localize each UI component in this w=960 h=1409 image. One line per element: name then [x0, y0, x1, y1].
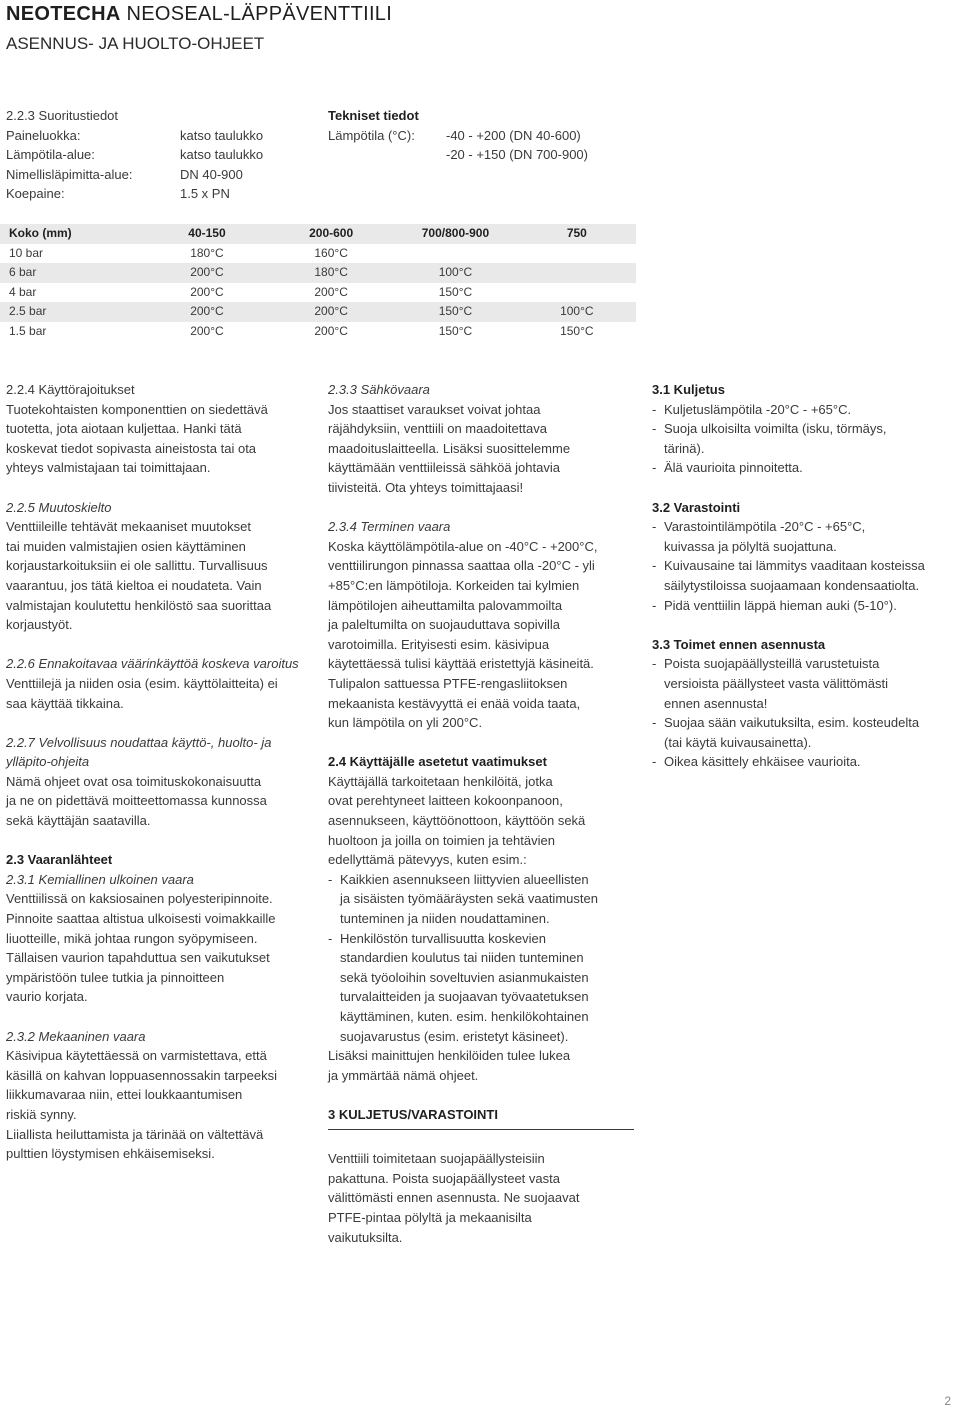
- list-item-line: suojavarustus (esim. eristetyt käsineet).: [340, 1028, 569, 1044]
- section-3-1-title: 3.1 Kuljetus: [652, 382, 725, 397]
- text-line: liuotteille, mikä johtaa rungon syöpymiseen.: [6, 930, 258, 946]
- text-line: ja ymmärtää nämä ohjeet.: [328, 1067, 479, 1083]
- table-header-row: [0, 224, 636, 244]
- list-item: [652, 556, 952, 595]
- table-row: [0, 322, 636, 342]
- column-2: [328, 380, 638, 1247]
- list-item-line: ja sisäisten työmääräysten sekä vaatimusten: [340, 891, 598, 907]
- section-2-2-5-body: [6, 517, 316, 635]
- performance-value: katso taulukko: [180, 127, 264, 143]
- table-cell: 160°C: [314, 245, 348, 260]
- column-3: [652, 380, 952, 772]
- list-item: [652, 419, 952, 458]
- list-item: [652, 400, 952, 420]
- document-header: [6, 2, 392, 55]
- list-item-line: tärinä).: [664, 440, 705, 456]
- performance-value: 1.5 x PN: [180, 186, 230, 202]
- section-2-2-5-title: 2.2.5 Muutoskielto: [6, 499, 112, 515]
- table-body: [0, 244, 636, 342]
- section-2-3-1-title: 2.3.1 Kemiallinen ulkoinen vaara: [6, 871, 194, 887]
- table-cell: [393, 244, 517, 264]
- text-line: käytettäessä tulisi käyttää eristettyjä käsineitä.: [328, 656, 594, 672]
- performance-rows: [6, 126, 316, 204]
- performance-section: [6, 106, 316, 204]
- text-line: kun lämpötila on yli 200°C.: [328, 715, 483, 731]
- table-cell: 200°C: [269, 302, 393, 322]
- table-row: [0, 244, 636, 264]
- list-item: [652, 654, 952, 713]
- section-3-2-list: [652, 517, 952, 615]
- section-2-4-list: [328, 870, 638, 1046]
- technical-label: Lämpötila (°C):: [328, 127, 415, 143]
- section-3-3-title: 3.3 Toimet ennen asennusta: [652, 636, 826, 652]
- text-line: vaikutuksilta.: [328, 1229, 403, 1245]
- table-header-cell: Koko (mm): [0, 224, 145, 244]
- text-line: saa käyttää tikkaina.: [6, 695, 124, 711]
- text-line: Liiallista heiluttamista ja tärinää on vältettävä: [6, 1126, 264, 1142]
- table-cell: 180°C: [269, 263, 393, 283]
- list-item: [652, 596, 952, 616]
- text-line: ja ne on pidettävä moitteettomassa kunnossa: [6, 793, 267, 809]
- text-line: käsillä on kahvan loppuasennossakin tarpeeksi: [6, 1067, 278, 1083]
- list-item-line: - Kaikkien asennukseen liittyvien alueellisten: [340, 871, 589, 887]
- section-2-2-4-body: [6, 400, 316, 478]
- technical-value-1: -40 - +200 (DN 40-600): [446, 127, 581, 143]
- text-line: Käyttäjällä tarkoitetaan henkilöitä, jotka: [328, 773, 553, 789]
- table-cell: 100°C: [518, 302, 636, 322]
- section-3-2-title: 3.2 Varastointi: [652, 499, 741, 515]
- list-item-line: versioista päällysteet vasta välittömästi: [664, 675, 888, 691]
- section-2-3-4-body: [328, 537, 638, 733]
- text-line: edellyttämä pätevyys, kuten esim.:: [328, 852, 527, 868]
- table-cell: 4 bar: [9, 284, 37, 299]
- text-line: asennukseen, käyttöönottoon, käyttöön sekä: [328, 813, 586, 829]
- technical-row: [328, 145, 648, 165]
- text-line: Käsivipua käytettäessä on varmistettava, että: [6, 1048, 267, 1064]
- table-header-cell: 700/800-900: [393, 224, 517, 244]
- table-row: [0, 263, 636, 283]
- text-line: Tulipalon sattuessa PTFE-rengasliitoksen: [328, 675, 568, 691]
- text-line: korjaustarkoituksiin ei ole sallittu. Turvallisuus: [6, 558, 268, 574]
- list-item: [328, 929, 638, 1047]
- text-line: sekä käyttäjän saatavilla.: [6, 813, 151, 829]
- text-line: tiivisteitä. Ota yhteys toimittajaasi!: [328, 479, 524, 495]
- list-item-line: - Suojaa sään vaikutuksilta, esim. kosteudelta: [664, 715, 920, 731]
- text-line: lämpötilojen aiheuttamilta palovammoilta: [328, 597, 563, 613]
- section-2-2-7-title: [6, 733, 316, 772]
- section-3-body: [328, 1149, 638, 1247]
- text-line: räjähdyksiin, venttiili on maadoitettava: [328, 421, 547, 437]
- table-cell: 150°C: [560, 323, 594, 338]
- product-name: NEOSEAL-LÄPPÄVENTTIILI: [126, 3, 393, 25]
- text-line: ympäristöön tulee tutkia ja pinnoitteen: [6, 969, 225, 985]
- section-3-1-list: [652, 400, 952, 478]
- list-item-line: ennen asennusta!: [664, 695, 768, 711]
- text-line: tuotetta, jota aiotaan kuljettaa. Hanki tätä: [6, 421, 242, 437]
- text-line: venttiilirungon pinnassa saattaa olla -20°C - yli: [328, 558, 595, 574]
- text-line: Pinnoite saattaa altistua ulkoisesti voimakkaille: [6, 911, 276, 927]
- section-2-4-body: [328, 772, 638, 870]
- table-cell: 200°C: [145, 302, 269, 322]
- section-2-3-2-title: 2.3.2 Mekaaninen vaara: [6, 1028, 146, 1044]
- section-2-2-7-body: [6, 772, 316, 831]
- text-line: pakattuna. Poista suojapäällysteet vasta: [328, 1170, 560, 1186]
- table-cell: 200°C: [145, 263, 269, 283]
- section-2-4-tail: [328, 1046, 638, 1085]
- table-row: [0, 283, 636, 303]
- section-2-2-4-title: 2.2.4 Käyttörajoitukset: [6, 382, 135, 397]
- section-2-2-6-body: [6, 674, 316, 713]
- section-3-3-list: [652, 654, 952, 772]
- list-item: [652, 517, 952, 556]
- list-item: [652, 713, 952, 752]
- table-cell: 150°C: [393, 302, 517, 322]
- list-item-line: säilytystiloissa suojaamaan kondensaatiolta.: [664, 577, 920, 593]
- performance-key: Koepaine:: [6, 186, 65, 202]
- section-2-2-6-title: 2.2.6 Ennakoitavaa väärinkäyttöä koskeva varoitus: [6, 656, 299, 672]
- table-header-cell: 200-600: [269, 224, 393, 244]
- text-line: ylläpito-ohjeita: [6, 754, 90, 770]
- page-number: 2: [944, 1394, 951, 1408]
- table-cell: [518, 244, 636, 264]
- list-item: [652, 458, 952, 478]
- performance-key: Nimellisläpimitta-alue:: [6, 166, 133, 182]
- text-line: välittömästi ennen asennusta. Ne suojaavat: [328, 1190, 580, 1206]
- table-cell: 200°C: [190, 323, 224, 338]
- list-item-line: tunteminen ja niiden noudattaminen.: [340, 911, 550, 927]
- table-cell: [518, 263, 636, 283]
- list-item-line: - Pidä venttiilin läppä hieman auki (5-10°).: [664, 597, 897, 613]
- list-item-line: - Poista suojapäällysteillä varustetuista: [664, 656, 880, 672]
- text-line: Lisäksi mainittujen henkilöiden tulee lukea: [328, 1048, 571, 1064]
- performance-value: katso taulukko: [180, 147, 264, 163]
- table-cell: 1.5 bar: [9, 323, 47, 338]
- temperature-pressure-table: [0, 224, 636, 342]
- list-item-line: - Henkilöstön turvallisuutta koskevien: [340, 930, 546, 946]
- list-item-line: - Kuivausaine tai lämmitys vaaditaan kosteissa: [664, 558, 925, 574]
- performance-row: [6, 126, 316, 146]
- list-item-line: - Suoja ulkoisilta voimilta (isku, törmäys,: [664, 421, 887, 437]
- text-line: huoltoon ja joilla on toimien ja tehtävien: [328, 832, 555, 848]
- text-line: varotoimilla. Erityisesti esim. käsivipua: [328, 636, 550, 652]
- table-cell: 100°C: [393, 263, 517, 283]
- section-2-4-title: 2.4 Käyttäjälle asetetut vaatimukset: [328, 754, 547, 770]
- text-line: Venttiilissä on kaksiosainen polyesteripinnoite.: [6, 891, 273, 907]
- table-header-cell: 750: [518, 224, 636, 244]
- text-line: PTFE-pintaa pölyltä ja mekaanisilta: [328, 1209, 532, 1225]
- list-item-line: käyttäminen, kuten. esim. henkilökohtainen: [340, 1009, 589, 1024]
- performance-row: [6, 165, 316, 185]
- table-cell: 2.5 bar: [0, 302, 145, 322]
- text-line: valmistajan koulutettu henkilöstö saa suorittaa: [6, 597, 272, 613]
- text-line: Tällaisen vaurion tapahduttua sen vaikutukset: [6, 950, 270, 966]
- list-item-line: (tai käytä kuivausainetta).: [664, 734, 812, 750]
- text-line: käyttämään venttiileissä sähköä johtavia: [328, 460, 560, 476]
- text-line: Jos staattiset varaukset voivat johtaa: [328, 401, 541, 417]
- section-2-3-title: 2.3 Vaaranlähteet: [6, 852, 113, 868]
- text-line: Venttiilejä ja niiden osia (esim. käyttölaitteita) ei: [6, 675, 278, 691]
- table-cell: 150°C: [438, 323, 473, 338]
- text-line: vaurio korjata.: [6, 989, 88, 1005]
- section-2-3-2-body: [6, 1046, 316, 1164]
- text-line: liikkumavaraa niin, ettei loukkaantumisen: [6, 1087, 243, 1103]
- text-line: Nämä ohjeet ovat osa toimituskokonaisuutta: [6, 773, 262, 789]
- header-subtitle: ASENNUS- JA HUOLTO-OHJEET: [6, 34, 265, 53]
- column-1: [6, 380, 316, 1164]
- brand-name: NEOTECHA: [6, 3, 121, 25]
- text-line: riskiä synny.: [6, 1106, 77, 1122]
- list-item-line: standardien koulutus tai niiden tunteminen: [340, 950, 584, 966]
- section-2-3-3-body: [328, 400, 638, 498]
- text-line: pulttien löystymisen ehkäisemiseksi.: [6, 1146, 215, 1162]
- text-line: ovat perehtyneet laitteen kokoonpanoon,: [328, 793, 563, 809]
- list-item-line: sekä työoloihin soveltuvien asianmukaisten: [340, 969, 589, 985]
- section-2-3-3-title: 2.3.3 Sähkövaara: [328, 382, 430, 397]
- text-line: ja paleltumilta on suojauduttava sopivilla: [328, 617, 560, 633]
- table-cell: 200°C: [314, 323, 348, 338]
- table-cell: 150°C: [438, 284, 473, 299]
- text-line: mekaanista kestävyyttä ei enää voida taata,: [328, 695, 581, 711]
- list-item: [328, 870, 638, 929]
- performance-row: [6, 145, 316, 165]
- performance-title: 2.2.3 Suoritustiedot: [6, 108, 119, 123]
- text-line: 2.2.7 Velvollisuus noudattaa käyttö-, huolto- ja: [6, 734, 272, 750]
- list-item-line: - Varastointilämpötila -20°C - +65°C,: [664, 519, 866, 535]
- text-line: tai muiden valmistajien osien käyttäminen: [6, 538, 246, 554]
- list-item-line: kuivassa ja pölyltä suojattuna.: [664, 538, 837, 554]
- text-line: vaarantuu, jos tätä kieltoa ei noudateta. Vain: [6, 577, 262, 593]
- text-line: maadoituslaitteella. Lisäksi suosittelemme: [328, 440, 571, 456]
- table-cell: 10 bar: [9, 245, 44, 260]
- table-cell: 200°C: [314, 284, 348, 299]
- text-line: koskevat tiedot sopivasta aineistosta tai ota: [6, 440, 257, 456]
- text-line: Tuotekohtaisten komponenttien on siedettävä: [6, 401, 268, 417]
- table-header-cell: 40-150: [145, 224, 269, 244]
- technical-title: Tekniset tiedot: [328, 108, 419, 123]
- text-line: yhteys valmistajaan tai toimittajaan.: [6, 460, 211, 476]
- list-item-line: - Älä vaurioita pinnoitetta.: [664, 460, 803, 476]
- technical-row: [328, 126, 648, 146]
- table-cell: [518, 283, 636, 303]
- list-item-line: - Kuljetuslämpötila -20°C - +65°C.: [664, 401, 852, 417]
- performance-key: Lämpötila-alue:: [6, 147, 95, 163]
- section-2-3-1-body: [6, 889, 316, 1007]
- list-item-line: - Oikea käsittely ehkäisee vaurioita.: [664, 754, 861, 770]
- technical-value-2: -20 - +150 (DN 700-900): [446, 147, 588, 163]
- table-row: [0, 302, 636, 322]
- text-line: Venttiileille tehtävät mekaaniset muutokset: [6, 519, 251, 535]
- table-cell: 180°C: [190, 245, 224, 260]
- performance-row: [6, 184, 316, 204]
- section-3-title: 3 KULJETUS/VARASTOINTI: [328, 1105, 634, 1130]
- section-2-3-4-title: 2.3.4 Terminen vaara: [328, 519, 451, 535]
- text-line: korjaustyöt.: [6, 617, 73, 633]
- header-title: [6, 2, 392, 26]
- list-item: [652, 752, 952, 772]
- technical-section: [328, 106, 648, 165]
- text-line: +85°C:en lämpötiloja. Korkeiden tai kylmien: [328, 577, 580, 593]
- text-line: Venttiili toimitetaan suojapäällysteisiin: [328, 1151, 545, 1167]
- table-cell: 6 bar: [0, 263, 145, 283]
- performance-value: DN 40-900: [180, 166, 243, 182]
- performance-key: Paineluokka:: [6, 127, 81, 143]
- list-item-line: turvalaitteiden ja suojaavan työvaatetuksen: [340, 989, 589, 1005]
- text-line: Koska käyttölämpötila-alue on -40°C - +200°C,: [328, 538, 598, 554]
- table-cell: 200°C: [190, 284, 224, 299]
